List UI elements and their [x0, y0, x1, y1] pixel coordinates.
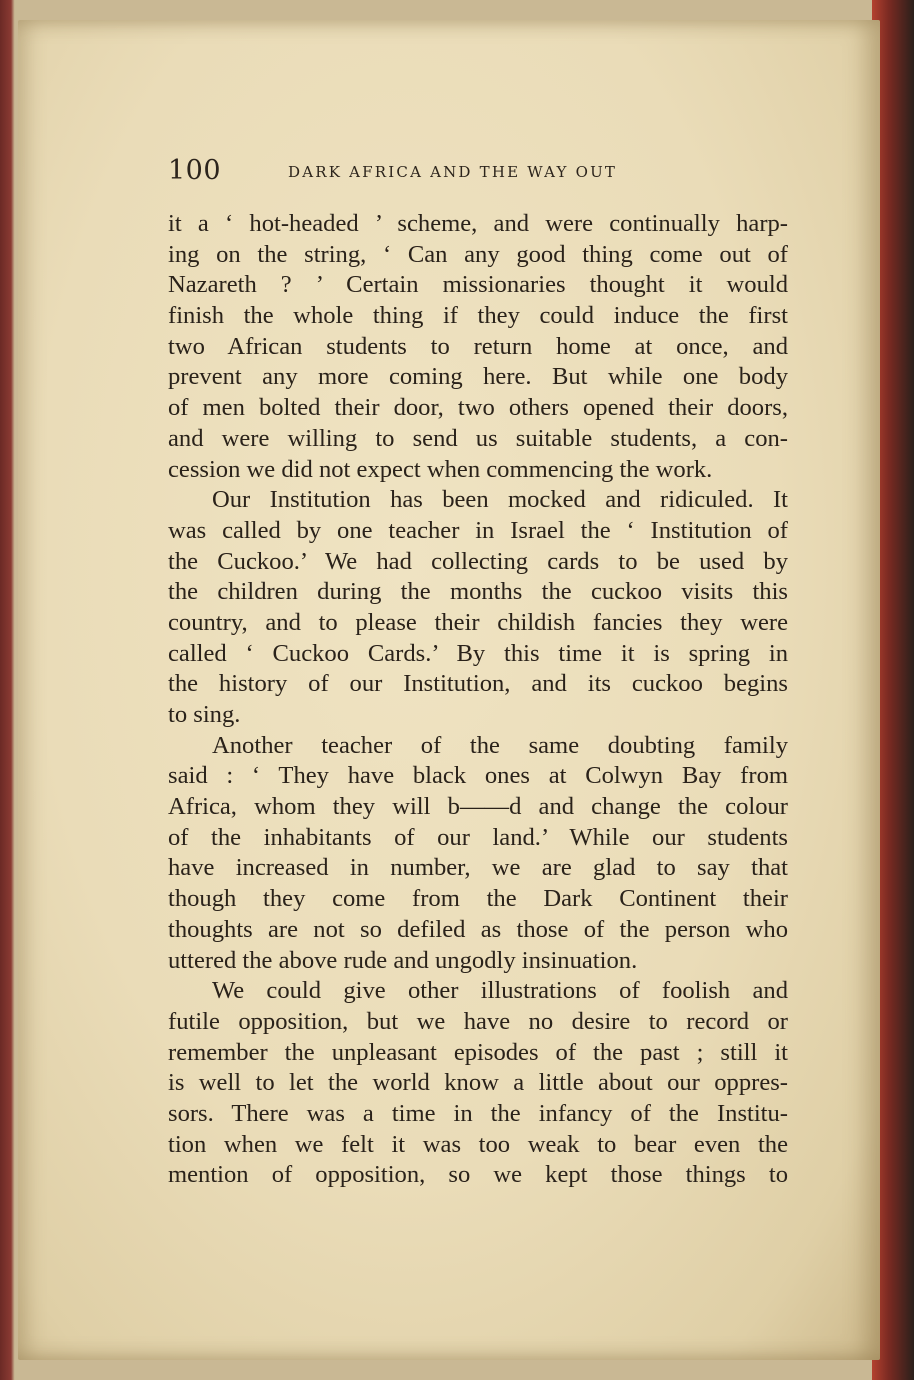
text-line: Africa, whom they will b——d and change the colour: [168, 793, 788, 821]
paragraph-first-line: We could give other illustrations of foolish and: [212, 977, 788, 1005]
paragraph-first-line: Another teacher of the same doubting family: [212, 731, 788, 759]
text-line: it a ‘ hot-headed ’ scheme, and were continually harp-: [168, 210, 788, 237]
text-line: tion when we felt it was too weak to bear even the: [168, 1130, 788, 1158]
text-line: to sing.: [168, 701, 241, 728]
text-line: prevent any more coming here. But while one body: [168, 363, 788, 391]
text-line: futile opposition, but we have no desire to record or: [168, 1007, 788, 1035]
text-line: though they come from the Dark Continent their: [168, 885, 788, 913]
text-line: and were willing to send us suitable students, a con-: [168, 424, 788, 452]
text-line: Nazareth ? ’ Certain missionaries thought it would: [168, 271, 788, 299]
running-head: DARK AFRICA AND THE WAY OUT: [288, 163, 618, 181]
text-line: thoughts are not so defiled as those of the person who: [168, 915, 788, 943]
paragraph-first-line: Our Institution has been mocked and ridiculed. It: [212, 486, 788, 514]
text-line: is well to let the world know a little about our oppres-: [168, 1069, 788, 1097]
text-line: have increased in number, we are glad to say that: [168, 854, 788, 882]
page-number: 100: [168, 155, 222, 186]
text-line: the children during the months the cuckoo visits this: [168, 578, 788, 606]
text-line: the Cuckoo.’ We had collecting cards to be used by: [168, 547, 788, 575]
text-line: the history of our Institution, and its cuckoo begins: [168, 670, 788, 698]
text-line: of the inhabitants of our land.’ While our students: [168, 823, 788, 851]
text-line: called ‘ Cuckoo Cards.’ By this time it is spring in: [168, 639, 788, 667]
text-line: ing on the string, ‘ Can any good thing come out of: [168, 240, 788, 268]
text-line: country, and to please their childish fancies they were: [168, 608, 788, 636]
text-line: mention of opposition, so we kept those things to: [168, 1161, 788, 1189]
text-line: of men bolted their door, two others opened their doors,: [168, 394, 788, 422]
text-line: remember the unpleasant episodes of the past ; still it: [168, 1038, 788, 1066]
page-header: [168, 155, 788, 195]
text-line: cession we did not expect when commencing the work.: [168, 455, 713, 483]
text-line: was called by one teacher in Israel the ‘ Institution of: [168, 516, 788, 544]
text-line: uttered the above rude and ungodly insinuation.: [168, 946, 638, 974]
body-text: [168, 209, 788, 1191]
text-line: finish the whole thing if they could induce the first: [168, 302, 788, 330]
text-line: two African students to return home at once, and: [168, 332, 788, 360]
text-line: said : ‘ They have black ones at Colwyn Bay from: [168, 762, 788, 790]
text-line: sors. There was a time in the infancy of the Institu-: [168, 1099, 788, 1127]
